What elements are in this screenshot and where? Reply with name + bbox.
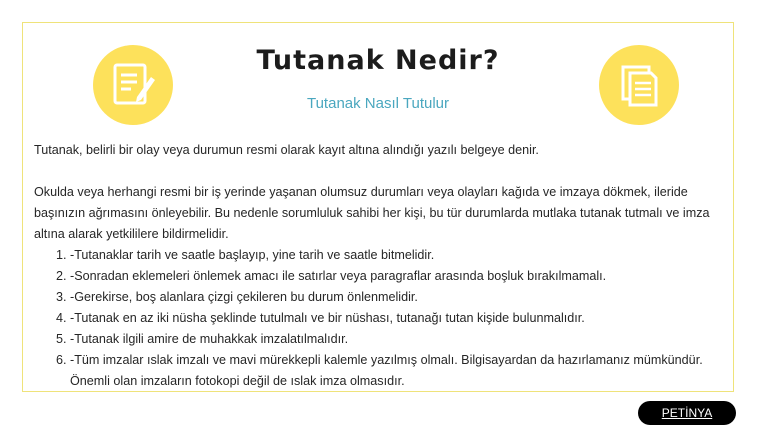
list-item: 3. -Gerekirse, boş alanlara çizgi çekileren bu durum önlenmelidir. bbox=[70, 287, 734, 308]
article-body bbox=[34, 140, 734, 392]
definition-text: Tutanak, belirli bir olay veya durumun resmi olarak kayıt altına alındığı yazılı belgeye denir. bbox=[34, 143, 539, 157]
page-subtitle: Tutanak Nasıl Tutulur bbox=[306, 95, 449, 112]
list-item: 5. -Tutanak ilgili amire de muhakkak imzalatılmalıdır. bbox=[70, 329, 734, 350]
page-title: Tutanak Nedir? bbox=[256, 45, 500, 76]
list-item: 6. -Tüm imzalar ıslak imzalı ve mavi mürekkepli kalemle yazılmış olmalı. Bilgisayardan da hazırlamanız mümkündür. Önemli olan imzaların fotokopi değil de ıslak imza olmasıdır. bbox=[70, 350, 734, 392]
content-card bbox=[22, 22, 734, 392]
rules-list bbox=[34, 245, 734, 392]
list-item: 1. -Tutanaklar tarih ve saatle başlayıp, yine tarih ve saatle bitmelidir. bbox=[70, 245, 734, 266]
list-item: 2. -Sonradan eklemeleri önlemek amacı ile satırlar veya paragraflar arasında boşluk bırakılmamalı. bbox=[70, 266, 734, 287]
petinya-button[interactable]: PETİNYA bbox=[638, 401, 736, 425]
list-item: 4. -Tutanak en az iki nüsha şeklinde tutulmalı ve bir nüshası, tutanağı tutan kişide bulunmalıdır. bbox=[70, 308, 734, 329]
documents-icon bbox=[599, 45, 679, 125]
intro-paragraph: Okulda veya herhangi resmi bir iş yerinde yaşanan olumsuz durumları veya olayları kağıda ve imzaya dökmek, ileride başınızın ağrımasını önleyebilir. Bu nedenle sorumluluk sahibi her kişi, bu tür durumlarda mutlaka tutanak tutmalı ve imza altına alarak yetkililere bildirmelidir. bbox=[34, 185, 710, 241]
